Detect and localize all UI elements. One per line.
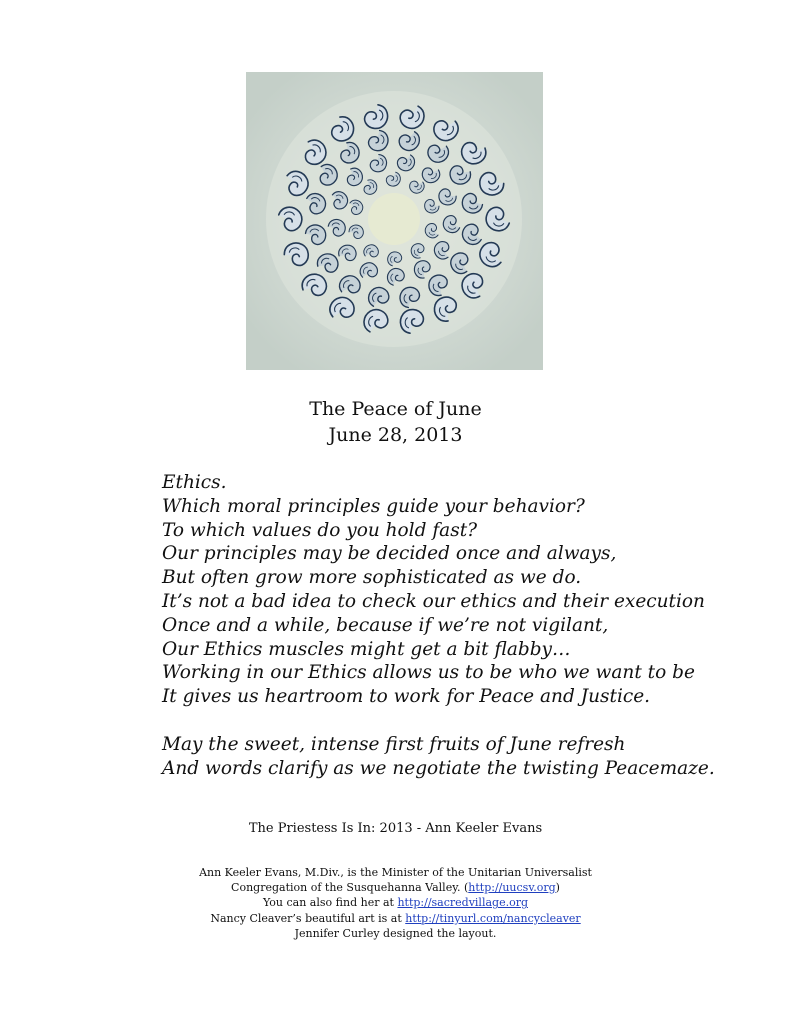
poem-heading (0, 396, 791, 448)
poem-title: The Peace of June (309, 398, 482, 420)
stanza-1 (162, 471, 782, 709)
credits-line-4: Nancy Cleaver’s beautiful art is at http://tinyurl.com/nancycleaver (210, 911, 581, 925)
poem-line: It’s not a bad idea to check our ethics and their execution (162, 590, 705, 612)
stanza-gap (162, 709, 782, 733)
poem-body (162, 471, 782, 781)
credits-line-2: Congregation of the Susquehanna Valley. (http://uucsv.org) (231, 881, 560, 895)
sacredvillage-link[interactable]: http://sacredvillage.org (397, 896, 528, 910)
poem-line: Ethics. (162, 472, 227, 493)
credits-line-3: You can also find her at http://sacredvillage.org (263, 896, 528, 910)
poem-line: May the sweet, intense first fruits of June refresh (162, 733, 626, 755)
poem-line: But often grow more sophisticated as we do. (162, 567, 582, 589)
poem-line: Our principles may be decided once and always, (162, 543, 617, 565)
poem-line: Once and a while, because if we’re not vigilant, (162, 614, 609, 636)
stanza-2 (162, 733, 782, 781)
mandala-center (368, 193, 420, 245)
credits-line-1: Ann Keeler Evans, M.Div., is the Minister of the Unitarian Universalist (199, 866, 592, 879)
poem-line: Working in our Ethics allows us to be who we want to be (162, 662, 695, 684)
byline: The Priestess Is In: 2013 - Ann Keeler Evans (248, 821, 543, 836)
uucsv-link[interactable]: http://uucsv.org (468, 881, 556, 895)
credits (0, 865, 791, 941)
poem-line: To which values do you hold fast? (162, 519, 478, 541)
poem-line: And words clarify as we negotiate the twisting Peacemaze. (162, 757, 715, 779)
poem-line: It gives us heartroom to work for Peace and Justice. (162, 686, 651, 708)
credits-line-5: Jennifer Curley designed the layout. (294, 926, 497, 940)
mandala-artwork (246, 72, 543, 370)
poem-line: Which moral principles guide your behavior? (162, 495, 585, 517)
poem-line: Our Ethics muscles might get a bit flabby… (162, 638, 571, 660)
poem-date: June 28, 2013 (328, 424, 463, 446)
mandala-drawing (246, 72, 543, 370)
nancycleaver-link[interactable]: http://tinyurl.com/nancycleaver (405, 911, 581, 925)
